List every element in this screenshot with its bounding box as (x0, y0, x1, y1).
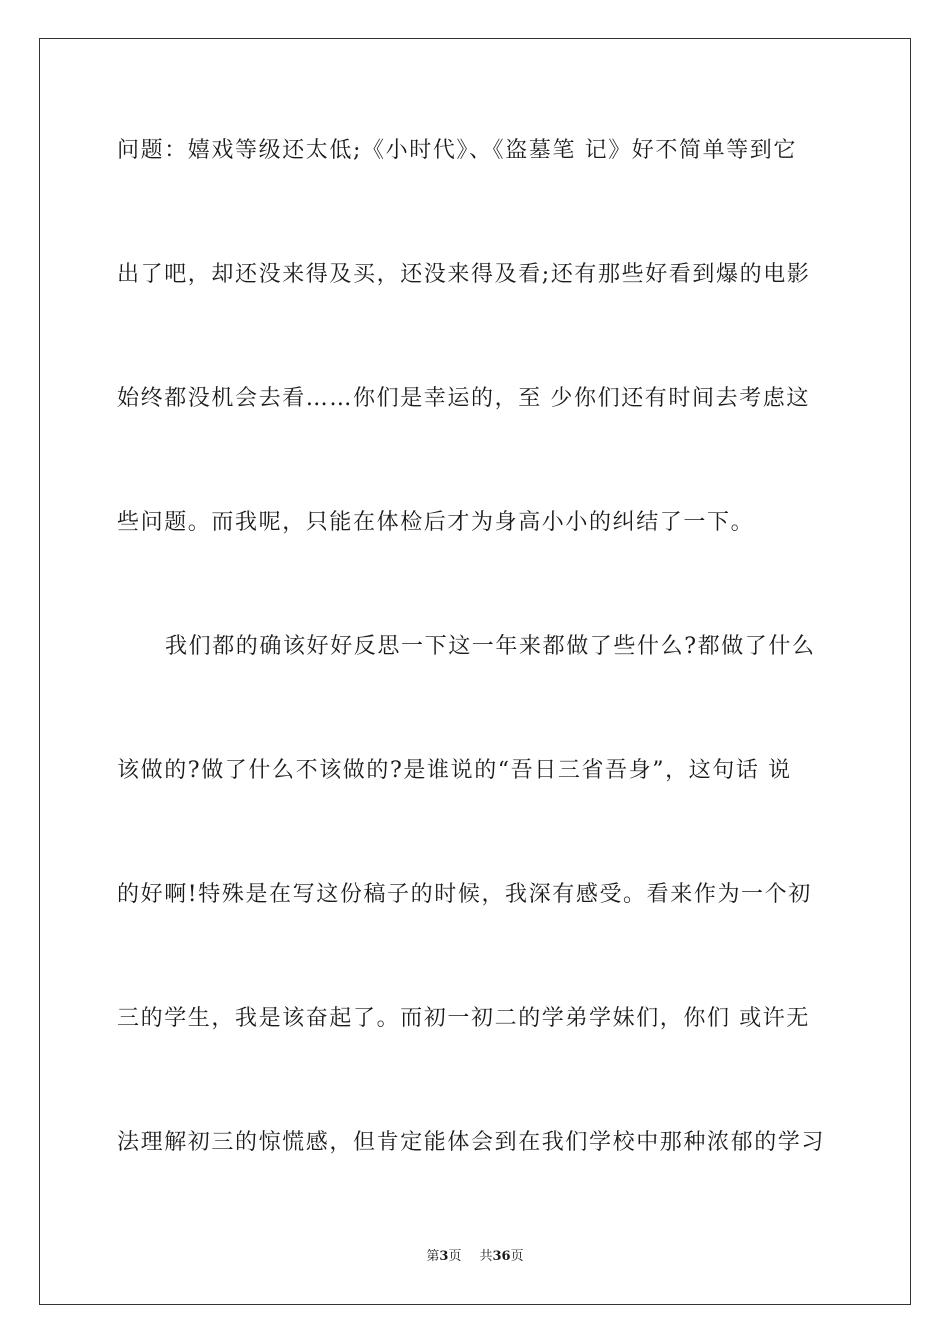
text-line-7: 的好啊!特殊是在写这份稿子的时候，我深有感受。看来作为一个初 (117, 882, 812, 907)
text-line-5: 我们都的确该好好反思一下这一年来都做了些什么?都做了什么 (165, 634, 816, 659)
text-line-1: 问题：嬉戏等级还太低;《小时代》、《盗墓笔 记》好不简单等到它 (117, 138, 798, 163)
text-line-6: 该做的?做了什么不该做的?是谁说的“吾日三省吾身”，这句话 说 (117, 758, 792, 783)
total-prefix: 共 (479, 1249, 493, 1264)
text-line-8: 三的学生，我是该奋起了。而初一初二的学弟学妹们，你们 或许无 (117, 1006, 810, 1031)
page-number: 3 (439, 1249, 449, 1264)
text-line-2: 出了吧，却还没来得及买，还没来得及看;还有那些好看到爆的电影 (117, 262, 811, 287)
total-pages: 36 (492, 1249, 511, 1264)
text-line-9: 法理解初三的惊慌感，但肯定能体会到在我们学校中那种浓郁的学习 (117, 1130, 826, 1155)
page-footer (0, 1248, 950, 1266)
text-line-4: 些问题。而我呢，只能在体检后才为身高小小的纠结了一下。 (117, 510, 755, 535)
total-suffix: 页 (510, 1249, 524, 1264)
text-line-3: 始终都没机会去看……你们是幸运的，至 少你们还有时间去考虑这 (117, 386, 810, 411)
page-suffix: 页 (448, 1249, 462, 1264)
page-prefix: 第 (426, 1249, 440, 1264)
page-frame (39, 38, 911, 1305)
